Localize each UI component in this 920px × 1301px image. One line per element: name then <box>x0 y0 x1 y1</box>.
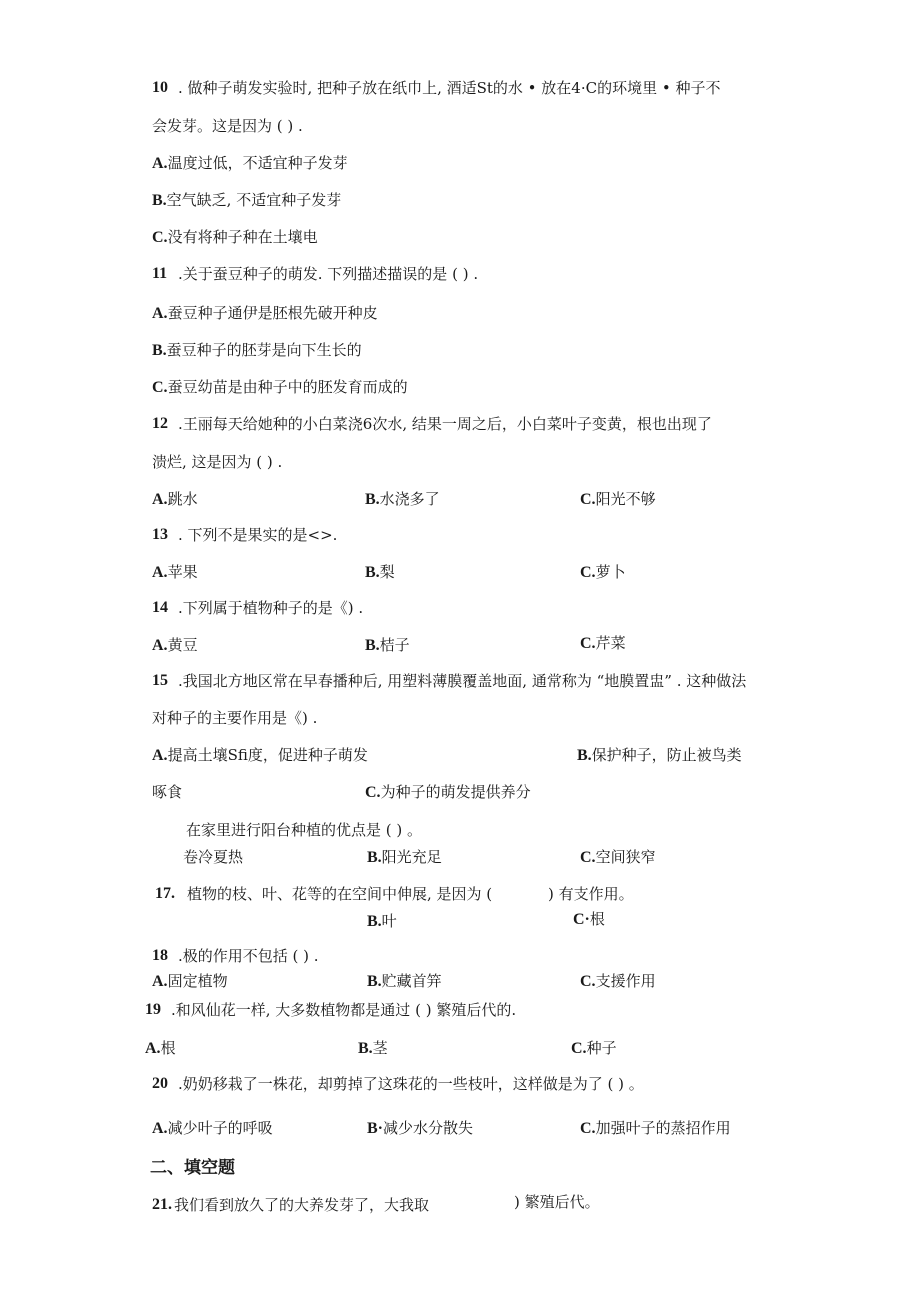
option-letter: C. <box>580 491 596 508</box>
question-number: 18 <box>152 947 168 964</box>
option-text: 减少水分散失 <box>383 1119 474 1137</box>
option-text: 蚕豆种子的胚芽是向下生长的 <box>166 341 362 359</box>
option-letter: C. <box>152 229 168 246</box>
option-text: 保护种子，防止被鸟类 <box>591 746 742 764</box>
option-text: 卷冷夏热 <box>183 848 244 866</box>
option-letter: C. <box>571 1040 587 1057</box>
option-text: 支援作用 <box>595 972 656 990</box>
question-number: 19 <box>145 1001 161 1018</box>
question-text: .关于蚕豆种子的萌发. 下列描述描误的是 ( ) . <box>178 265 479 283</box>
option-letter: C· <box>573 911 590 928</box>
option-letter: C. <box>580 849 596 866</box>
option-text: 阳光不够 <box>595 490 656 508</box>
question-number: 13 <box>152 526 168 543</box>
option-letter: C. <box>365 784 381 801</box>
option-letter: A. <box>145 1040 161 1057</box>
option-text: 黄豆 <box>167 636 198 654</box>
option-letter: A. <box>152 564 168 581</box>
section-heading: 二、填空题 <box>150 1158 235 1178</box>
question-text: . 做种子萌发实验时, 把种子放在纸巾上, 酒适St的水 • 放在4·C的环境里 • 种子不 <box>178 79 721 97</box>
option-text: 贮藏首笄 <box>381 972 442 990</box>
option-text: 为种子的萌发提供养分 <box>380 783 531 801</box>
option-text: 梨 <box>379 563 395 581</box>
question-text: . 下列不是果实的是<>. <box>178 526 338 544</box>
option-text: 蚕豆幼苗是由种子中的胚发育而成的 <box>167 378 408 396</box>
question-text: .极的作用不包括 ( ) . <box>178 947 319 965</box>
question-text: 我们看到放久了的大养发芽了，大我取 <box>174 1196 430 1214</box>
option-text: 温度过低，不适宜种子发芽 <box>167 154 348 172</box>
option-text: 跳水 <box>167 490 198 508</box>
option-text: 萝卜 <box>595 563 626 581</box>
option-letter: C. <box>152 379 168 396</box>
question-number: 12 <box>152 415 168 432</box>
option-text: 空间狭窄 <box>595 848 656 866</box>
option-letter: B. <box>365 637 380 654</box>
option-letter: B. <box>367 913 382 930</box>
option-letter: B. <box>365 564 380 581</box>
question-number: 11 <box>152 265 168 282</box>
option-letter: C. <box>580 564 596 581</box>
option-letter: A. <box>152 747 168 764</box>
question-text: ) 有支作用。 <box>548 885 634 903</box>
option-text: 固定植物 <box>167 972 228 990</box>
option-text: 空气缺乏, 不适宜种子发芽 <box>166 191 342 209</box>
option-text: 种子 <box>586 1039 617 1057</box>
option-letter: C. <box>580 1120 596 1137</box>
question-number: 17. <box>155 885 175 902</box>
option-text: 水浇多了 <box>379 490 440 508</box>
question-text: 在家里进行阳台种植的优点是 ( ) 。 <box>186 821 423 839</box>
question-number: 14 <box>152 599 168 616</box>
option-text: 茎 <box>372 1039 388 1057</box>
option-letter: C. <box>580 973 596 990</box>
option-letter: B. <box>152 192 167 209</box>
option-text: 苹果 <box>167 563 198 581</box>
option-letter: B. <box>577 747 592 764</box>
question-number: 21. <box>152 1196 172 1213</box>
option-text: 叶 <box>381 912 397 930</box>
option-letter: A. <box>152 155 168 172</box>
option-text: 芹菜 <box>595 634 626 652</box>
option-letter: B. <box>367 973 382 990</box>
option-text: 加强叶子的蒸招作用 <box>595 1119 731 1137</box>
option-text: 根 <box>589 910 605 928</box>
option-text: 桔子 <box>379 636 410 654</box>
question-number: 20 <box>152 1075 168 1092</box>
question-text: 溃烂, 这是因为 ( ) . <box>152 453 283 471</box>
question-number: 15 <box>152 672 168 689</box>
question-text: 植物的枝、叶、花等的在空间中伸展, 是因为 ( <box>187 885 493 903</box>
option-letter: B. <box>152 342 167 359</box>
question-text: .奶奶移栽了一株花，却剪掉了这珠花的一些枝叶，这样做是为了 ( ) 。 <box>178 1075 644 1093</box>
option-letter: A. <box>152 1120 168 1137</box>
option-letter: B· <box>367 1120 384 1137</box>
question-text: 会发芽。这是因为 ( ) . <box>152 117 303 135</box>
option-text-continued: 啄食 <box>152 783 183 801</box>
question-text: ) 繁殖后代。 <box>514 1193 600 1211</box>
question-text: .下列属于植物种子的是《) . <box>178 599 364 617</box>
question-number: 10 <box>152 79 168 96</box>
option-text: 蚕豆种子通伊是胚根先破开种皮 <box>167 304 378 322</box>
option-letter: A. <box>152 637 168 654</box>
option-letter: A. <box>152 305 168 322</box>
question-text: .王丽每天给她种的小白菜浇6次水, 结果一周之后，小白菜叶子变黄，根也出现了 <box>178 415 712 433</box>
option-text: 减少叶子的呼吸 <box>167 1119 273 1137</box>
option-letter: A. <box>152 491 168 508</box>
option-letter: C. <box>580 635 596 652</box>
option-text: 根 <box>160 1039 176 1057</box>
question-text: 对种子的主要作用是《) . <box>152 709 318 727</box>
option-text: 提高土壤Sfi度，促进种子萌发 <box>167 746 368 764</box>
option-text: 没有将种子种在土壤电 <box>167 228 318 246</box>
question-text: .我国北方地区常在早春播种后, 用塑料薄膜覆盖地面, 通常称为 “地膜置盅” . 这种做法 <box>178 672 747 690</box>
option-letter: A. <box>152 973 168 990</box>
question-text: .和风仙花一样, 大多数植物都是通过 ( ) 繁殖后代的. <box>171 1001 517 1019</box>
option-letter: B. <box>358 1040 373 1057</box>
option-letter: B. <box>365 491 380 508</box>
option-text: 阳光充足 <box>381 848 442 866</box>
option-letter: B. <box>367 849 382 866</box>
